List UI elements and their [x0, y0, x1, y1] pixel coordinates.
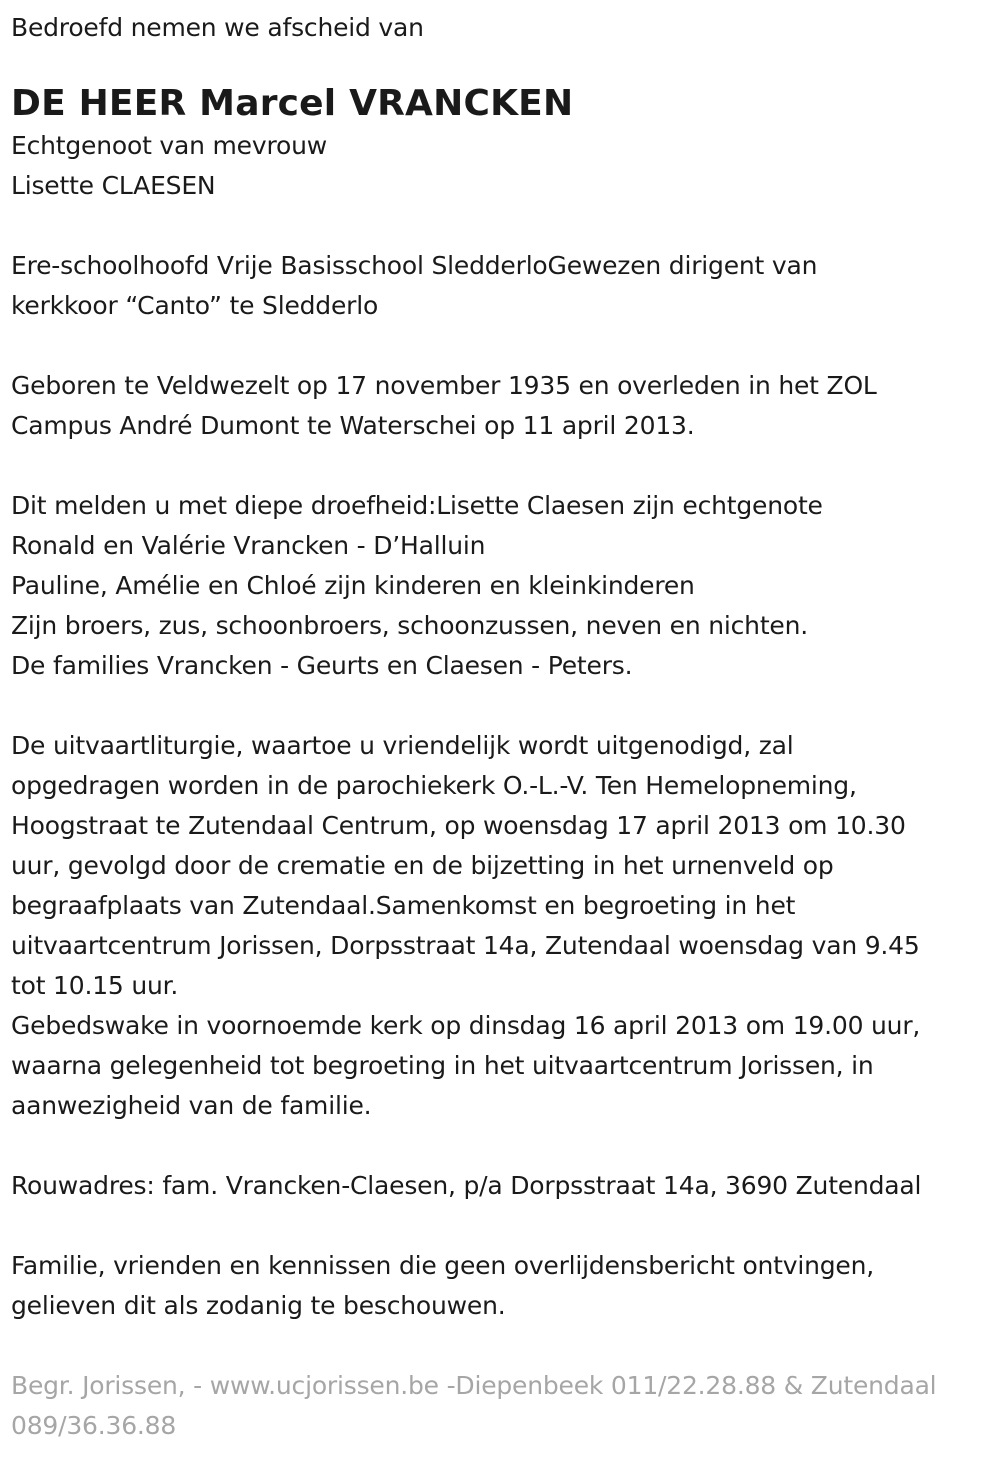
funeral-block — [11, 726, 991, 1126]
family-line: Zijn broers, zus, schoonbroers, schoonzussen, neven en nichten. — [11, 611, 808, 640]
funeral-line: uitvaartcentrum Jorissen, Dorpsstraat 14a, Zutendaal woensdag van 9.45 — [11, 931, 920, 960]
birth-death-line: Geboren te Veldwezelt op 17 november 1935 en overleden in het ZOL — [11, 371, 877, 400]
titles-line: Ere-schoolhoofd Vrije Basisschool SledderloGewezen dirigent van — [11, 251, 818, 280]
birth-death-line: Campus André Dumont te Waterschei op 11 april 2013. — [11, 411, 695, 440]
funeral-line: begraafplaats van Zutendaal.Samenkomst en begroeting in het — [11, 891, 796, 920]
obituary-notice — [11, 8, 991, 1446]
closing-line: gelieven dit als zodanig te beschouwen. — [11, 1291, 506, 1320]
spouse-line: Echtgenoot van mevrouw — [11, 131, 327, 160]
closing-line: Familie, vrienden en kennissen die geen overlijdensbericht ontvingen, — [11, 1251, 875, 1280]
spouse-line: Lisette CLAESEN — [11, 171, 216, 200]
footer-line: Begr. Jorissen, - www.ucjorissen.be -Diepenbeek 011/22.28.88 & Zutendaal — [11, 1371, 937, 1400]
mourning-address: Rouwadres: fam. Vrancken-Claesen, p/a Dorpsstraat 14a, 3690 Zutendaal — [11, 1171, 922, 1200]
birth-death-block — [11, 366, 991, 446]
deceased-name: DE HEER Marcel VRANCKEN — [11, 83, 574, 124]
funeral-line: De uitvaartliturgie, waartoe u vriendelijk wordt uitgenodigd, zal — [11, 731, 794, 760]
wake-line: waarna gelegenheid tot begroeting in het uitvaartcentrum Jorissen, in — [11, 1051, 874, 1080]
funeral-home-footer — [11, 1366, 991, 1446]
address-block — [11, 1166, 991, 1206]
intro-text: Bedroefd nemen we afscheid van — [11, 13, 424, 42]
titles-block — [11, 246, 991, 326]
wake-line: Gebedswake in voornoemde kerk op dinsdag 16 april 2013 om 19.00 uur, — [11, 1011, 921, 1040]
footer-line: 089/36.36.88 — [11, 1411, 177, 1440]
wake-line: aanwezigheid van de familie. — [11, 1091, 372, 1120]
spouse-block — [11, 126, 991, 206]
closing-block — [11, 1246, 991, 1326]
funeral-line: tot 10.15 uur. — [11, 971, 179, 1000]
family-block — [11, 486, 991, 686]
family-line: De families Vrancken - Geurts en Claesen - Peters. — [11, 651, 633, 680]
funeral-line: uur, gevolgd door de crematie en de bijzetting in het urnenveld op — [11, 851, 834, 880]
titles-line: kerkkoor “Canto” te Sledderlo — [11, 291, 379, 320]
family-line: Ronald en Valérie Vrancken - D’Halluin — [11, 531, 486, 560]
funeral-line: opgedragen worden in de parochiekerk O.-L.-V. Ten Hemelopneming, — [11, 771, 857, 800]
funeral-line: Hoogstraat te Zutendaal Centrum, op woensdag 17 april 2013 om 10.30 — [11, 811, 906, 840]
family-line: Dit melden u met diepe droefheid:Lisette Claesen zijn echtgenote — [11, 491, 823, 520]
family-line: Pauline, Amélie en Chloé zijn kinderen en kleinkinderen — [11, 571, 695, 600]
